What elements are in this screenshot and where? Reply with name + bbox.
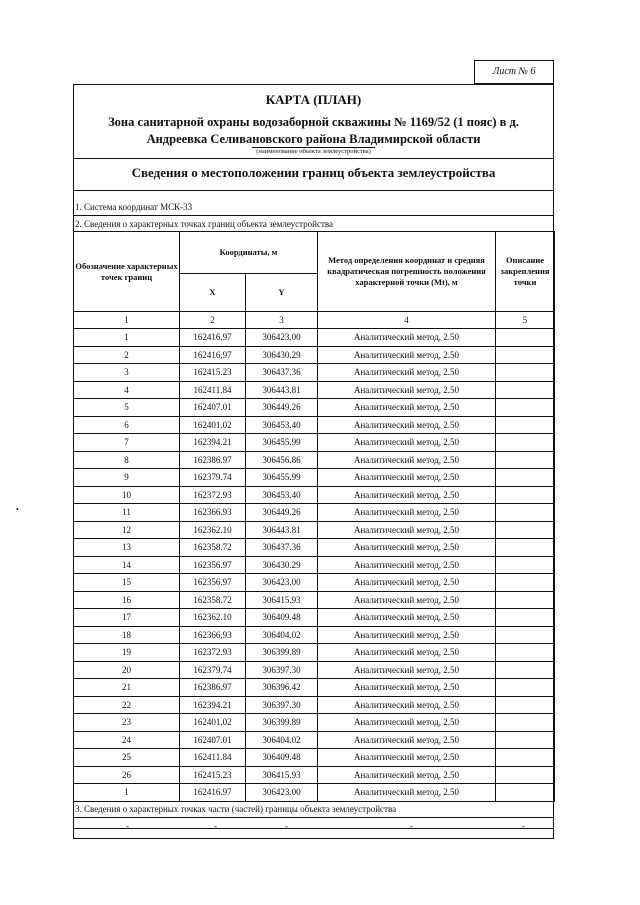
object-name-line-1: Зона санитарной охраны водозаборной скважины № 1169/52 (1 пояс) в д. <box>108 115 519 129</box>
description-cell <box>496 766 555 784</box>
method-cell: Аналитический метод, 2.50 <box>318 574 496 592</box>
dash-placeholder: - <box>126 821 129 831</box>
table-row <box>74 574 555 592</box>
coord-y-cell: 306437.36 <box>246 539 318 557</box>
description-cell <box>496 661 555 679</box>
coord-y-cell: 306423.00 <box>246 329 318 347</box>
table-row <box>74 346 555 364</box>
point-number-cell: 12 <box>74 521 180 539</box>
description-cell <box>496 381 555 399</box>
header-method: Метод определения координат и средняя квадратическая погрешность положения характерной точки (Mt), м <box>318 232 496 312</box>
method-cell: Аналитический метод, 2.50 <box>318 364 496 382</box>
description-cell <box>496 434 555 452</box>
coord-x-cell: 162379.74 <box>180 661 246 679</box>
description-cell <box>496 346 555 364</box>
coord-y-cell: 306404.02 <box>246 626 318 644</box>
header-designation: Обозначение характерных точек границ <box>74 232 180 312</box>
divider <box>73 190 554 191</box>
object-name-hint-text: (наименование объекта землеустройства) <box>252 147 375 155</box>
point-number-cell: 26 <box>74 766 180 784</box>
parts-heading: 3. Сведения о характерных точках части (частей) границы объекта землеустройства <box>75 804 397 814</box>
method-cell: Аналитический метод, 2.50 <box>318 644 496 662</box>
coord-y-cell: 306437.36 <box>246 364 318 382</box>
description-cell <box>496 731 555 749</box>
description-cell <box>496 504 555 522</box>
description-cell <box>496 609 555 627</box>
method-cell: Аналитический метод, 2.50 <box>318 749 496 767</box>
point-number-cell: 5 <box>74 399 180 417</box>
description-cell <box>496 539 555 557</box>
coord-x-cell: 162362.10 <box>180 609 246 627</box>
point-number-cell: 16 <box>74 591 180 609</box>
coord-x-cell: 162362.10 <box>180 521 246 539</box>
coord-y-cell: 306397.30 <box>246 661 318 679</box>
point-number-cell: 6 <box>74 416 180 434</box>
coord-x-cell: 162416.97 <box>180 346 246 364</box>
coord-x-cell: 162386.97 <box>180 679 246 697</box>
coord-y-cell: 306399.89 <box>246 644 318 662</box>
table-row <box>74 504 555 522</box>
description-cell <box>496 329 555 347</box>
method-cell: Аналитический метод, 2.50 <box>318 679 496 697</box>
method-cell: Аналитический метод, 2.50 <box>318 556 496 574</box>
column-number: 1 <box>74 312 180 329</box>
point-number-cell: 20 <box>74 661 180 679</box>
description-cell <box>496 696 555 714</box>
method-cell: Аналитический метод, 2.50 <box>318 434 496 452</box>
coord-y-cell: 306423.00 <box>246 784 318 802</box>
coord-x-cell: 162411.84 <box>180 381 246 399</box>
column-number: 4 <box>318 312 496 329</box>
coord-x-cell: 162416.97 <box>180 784 246 802</box>
table-row <box>74 329 555 347</box>
point-number-cell: 10 <box>74 486 180 504</box>
coord-x-cell: 162394.21 <box>180 696 246 714</box>
table-row <box>74 626 555 644</box>
point-number-cell: 17 <box>74 609 180 627</box>
table-row <box>74 644 555 662</box>
point-number-cell: 11 <box>74 504 180 522</box>
object-name-line-2: Андреевка Селивановского района Владимирской области <box>146 132 481 146</box>
points-table <box>73 231 555 802</box>
coord-y-cell: 306409.48 <box>246 749 318 767</box>
description-cell <box>496 399 555 417</box>
column-numbers-row <box>74 312 555 329</box>
table-row <box>74 539 555 557</box>
map-title: КАРТА (ПЛАН) <box>265 92 362 107</box>
table-row <box>74 469 555 487</box>
table-row <box>74 766 555 784</box>
table-row <box>74 521 555 539</box>
coord-y-cell: 306455.99 <box>246 434 318 452</box>
coord-x-cell: 162401.02 <box>180 714 246 732</box>
table-row <box>74 399 555 417</box>
coord-x-cell: 162366.93 <box>180 504 246 522</box>
description-cell <box>496 521 555 539</box>
coord-y-cell: 306430.29 <box>246 346 318 364</box>
description-cell <box>496 644 555 662</box>
points-heading: 2. Сведения о характерных точках границ объекта землеустройства <box>75 219 334 229</box>
method-cell: Аналитический метод, 2.50 <box>318 416 496 434</box>
table-row <box>74 416 555 434</box>
dash-placeholder: - <box>214 821 217 831</box>
table-row <box>74 731 555 749</box>
header-x: X <box>180 274 246 312</box>
description-cell <box>496 469 555 487</box>
method-cell: Аналитический метод, 2.50 <box>318 626 496 644</box>
point-number-cell: 1 <box>74 329 180 347</box>
column-number: 2 <box>180 312 246 329</box>
coord-x-cell: 162394.21 <box>180 434 246 452</box>
method-cell: Аналитический метод, 2.50 <box>318 381 496 399</box>
point-number-cell: 2 <box>74 346 180 364</box>
divider <box>73 817 554 818</box>
method-cell: Аналитический метод, 2.50 <box>318 784 496 802</box>
point-number-cell: 9 <box>74 469 180 487</box>
method-cell: Аналитический метод, 2.50 <box>318 731 496 749</box>
coord-y-cell: 306415.93 <box>246 591 318 609</box>
table-row <box>74 661 555 679</box>
description-cell <box>496 416 555 434</box>
dash-placeholder: - <box>522 821 525 831</box>
coord-y-cell: 306396.42 <box>246 679 318 697</box>
description-cell <box>496 679 555 697</box>
method-cell: Аналитический метод, 2.50 <box>318 766 496 784</box>
points-table-body <box>74 329 555 802</box>
coord-x-cell: 162379.74 <box>180 469 246 487</box>
point-number-cell: 24 <box>74 731 180 749</box>
table-row <box>74 591 555 609</box>
point-number-cell: 7 <box>74 434 180 452</box>
divider <box>73 215 554 216</box>
margin-mark: • <box>16 505 19 514</box>
coord-x-cell: 162416.97 <box>180 329 246 347</box>
point-number-cell: 8 <box>74 451 180 469</box>
description-cell <box>496 591 555 609</box>
method-cell: Аналитический метод, 2.50 <box>318 486 496 504</box>
point-number-cell: 15 <box>74 574 180 592</box>
dash-placeholder: - <box>410 821 413 831</box>
table-row <box>74 364 555 382</box>
description-cell <box>496 626 555 644</box>
coord-x-cell: 162372.93 <box>180 644 246 662</box>
point-number-cell: 4 <box>74 381 180 399</box>
description-cell <box>496 364 555 382</box>
method-cell: Аналитический метод, 2.50 <box>318 504 496 522</box>
header-y: Y <box>246 274 318 312</box>
description-cell <box>496 574 555 592</box>
method-cell: Аналитический метод, 2.50 <box>318 661 496 679</box>
coord-x-cell: 162415.23 <box>180 364 246 382</box>
coord-y-cell: 306453.40 <box>246 416 318 434</box>
section-title: Сведения о местоположении границ объекта землеустройства <box>131 165 496 180</box>
divider <box>73 828 554 829</box>
coord-x-cell: 162358.72 <box>180 591 246 609</box>
table-row <box>74 784 555 802</box>
method-cell: Аналитический метод, 2.50 <box>318 591 496 609</box>
object-name-hint <box>73 148 554 155</box>
table-row <box>74 381 555 399</box>
table-row <box>74 696 555 714</box>
table-row <box>74 714 555 732</box>
point-number-cell: 14 <box>74 556 180 574</box>
method-cell: Аналитический метод, 2.50 <box>318 329 496 347</box>
description-cell <box>496 714 555 732</box>
table-row <box>74 434 555 452</box>
coord-y-cell: 306415.93 <box>246 766 318 784</box>
coord-y-cell: 306404.02 <box>246 731 318 749</box>
point-number-cell: 25 <box>74 749 180 767</box>
description-cell <box>496 749 555 767</box>
table-row <box>74 451 555 469</box>
method-cell: Аналитический метод, 2.50 <box>318 399 496 417</box>
table-row <box>74 679 555 697</box>
coord-x-cell: 162411.84 <box>180 749 246 767</box>
point-number-cell: 3 <box>74 364 180 382</box>
column-number: 5 <box>496 312 555 329</box>
coord-x-cell: 162407.01 <box>180 399 246 417</box>
coord-x-cell: 162401.02 <box>180 416 246 434</box>
coord-y-cell: 306449.26 <box>246 399 318 417</box>
method-cell: Аналитический метод, 2.50 <box>318 451 496 469</box>
method-cell: Аналитический метод, 2.50 <box>318 609 496 627</box>
table-row <box>74 749 555 767</box>
method-cell: Аналитический метод, 2.50 <box>318 521 496 539</box>
column-number: 3 <box>246 312 318 329</box>
coord-x-cell: 162358.72 <box>180 539 246 557</box>
object-name <box>73 114 554 148</box>
coord-y-cell: 306453.40 <box>246 486 318 504</box>
method-cell: Аналитический метод, 2.50 <box>318 696 496 714</box>
coord-x-cell: 162386.97 <box>180 451 246 469</box>
method-cell: Аналитический метод, 2.50 <box>318 346 496 364</box>
coord-system: 1. Система координат МСК-33 <box>75 202 193 212</box>
point-number-cell: 23 <box>74 714 180 732</box>
method-cell: Аналитический метод, 2.50 <box>318 539 496 557</box>
description-cell <box>496 451 555 469</box>
method-cell: Аналитический метод, 2.50 <box>318 469 496 487</box>
point-number-cell: 1 <box>74 784 180 802</box>
header-coordinates: Координаты, м <box>180 232 318 274</box>
coord-y-cell: 306443.81 <box>246 521 318 539</box>
dash-placeholder: - <box>285 821 288 831</box>
coord-x-cell: 162356.97 <box>180 556 246 574</box>
coord-y-cell: 306449.26 <box>246 504 318 522</box>
table-row <box>74 486 555 504</box>
coord-y-cell: 306423.00 <box>246 574 318 592</box>
sheet-number: Лист № 6 <box>474 60 554 84</box>
table-row <box>74 556 555 574</box>
coord-y-cell: 306397.30 <box>246 696 318 714</box>
point-number-cell: 19 <box>74 644 180 662</box>
coord-x-cell: 162415.23 <box>180 766 246 784</box>
coord-x-cell: 162366.93 <box>180 626 246 644</box>
divider <box>73 158 554 159</box>
method-cell: Аналитический метод, 2.50 <box>318 714 496 732</box>
description-cell <box>496 556 555 574</box>
point-number-cell: 13 <box>74 539 180 557</box>
coord-y-cell: 306399.89 <box>246 714 318 732</box>
point-number-cell: 21 <box>74 679 180 697</box>
header-description: Описание закрепления точки <box>496 232 555 312</box>
table-row <box>74 609 555 627</box>
coord-y-cell: 306455.99 <box>246 469 318 487</box>
coord-y-cell: 306430.29 <box>246 556 318 574</box>
coord-y-cell: 306456.86 <box>246 451 318 469</box>
coord-x-cell: 162372.93 <box>180 486 246 504</box>
coord-y-cell: 306409.48 <box>246 609 318 627</box>
coord-x-cell: 162407.01 <box>180 731 246 749</box>
description-cell <box>496 784 555 802</box>
coord-x-cell: 162356.97 <box>180 574 246 592</box>
point-number-cell: 18 <box>74 626 180 644</box>
point-number-cell: 22 <box>74 696 180 714</box>
description-cell <box>496 486 555 504</box>
coord-y-cell: 306443.81 <box>246 381 318 399</box>
